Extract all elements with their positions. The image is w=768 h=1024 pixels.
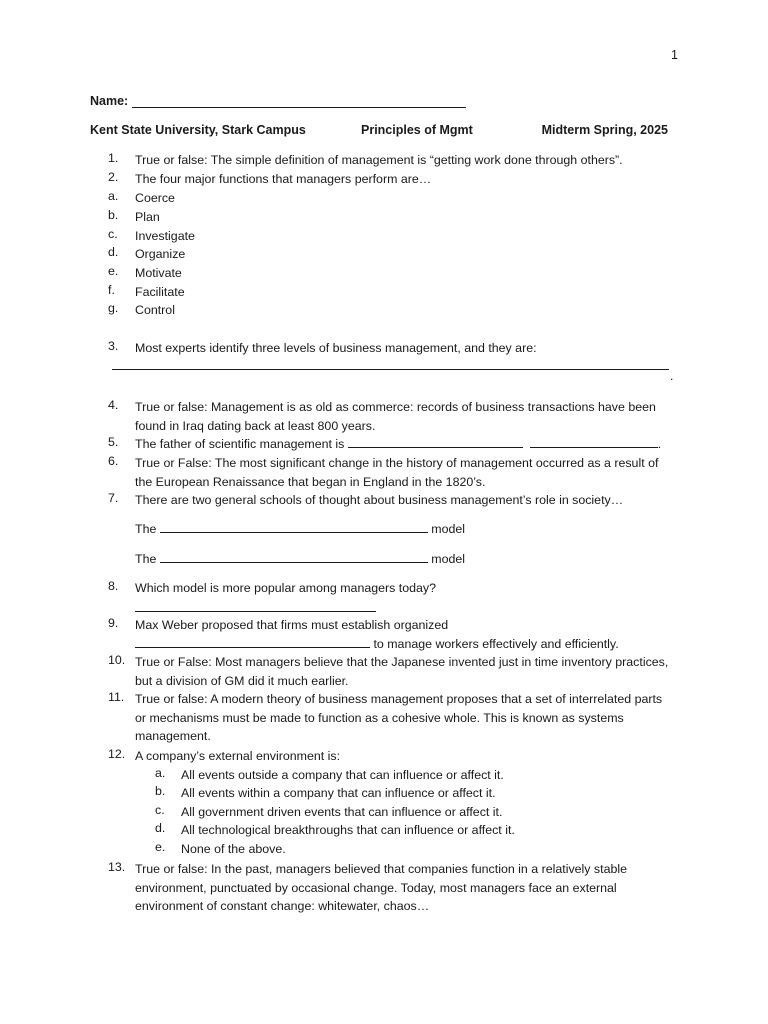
- question-text: True or false: In the past, managers believed that companies function in a relatively stable environment, punctuated by occasional change. Today, most managers face an external environment of constant change: whitewater, chaos…: [135, 862, 627, 913]
- option-letter: b.: [108, 208, 119, 222]
- question-number: 13.: [108, 860, 126, 874]
- question-number: 10.: [108, 653, 126, 667]
- option-text: All events within a company that can influence or affect it.: [181, 786, 496, 800]
- answer-blank-last[interactable]: [530, 435, 658, 448]
- model-blank[interactable]: [160, 520, 428, 533]
- model-line: The model: [135, 552, 466, 566]
- question-number: 2.: [108, 170, 119, 184]
- answer-blank-first[interactable]: [348, 435, 523, 448]
- question-number: 7.: [108, 491, 119, 505]
- option-text: Plan: [135, 210, 160, 224]
- question-text: True or False: Most managers believe that the Japanese invented just in time inventory practices, but a division of GM did it much earlier.: [135, 655, 669, 688]
- option-letter: a.: [155, 766, 166, 780]
- name-field: [90, 94, 466, 108]
- question-number: 3.: [108, 339, 119, 353]
- question-text: Which model is more popular among managers today?: [135, 581, 436, 595]
- page-number: 1: [671, 48, 678, 62]
- question-text: A company’s external environment is:: [135, 749, 341, 763]
- school-name: Kent State University, Stark Campus: [90, 123, 306, 137]
- question-text-lead: The father of scientific management is: [135, 437, 345, 451]
- option-letter: b.: [155, 784, 166, 798]
- option-letter: e.: [155, 840, 166, 854]
- exam-term: Midterm Spring, 2025: [541, 123, 668, 137]
- option-letter: d.: [108, 245, 119, 259]
- option-text: Control: [135, 303, 175, 317]
- answer-line[interactable]: [135, 611, 376, 612]
- option-text: Coerce: [135, 191, 175, 205]
- question-text-cont: to manage workers effectively and efficiently.: [135, 635, 675, 654]
- question-text: Most experts identify three levels of business management, and they are:: [135, 341, 537, 355]
- option-text: All events outside a company that can influence or affect it.: [181, 768, 504, 782]
- question-text: True or false: Management is as old as commerce: records of business transactions have been found in Iraq dating back at least 800 years.: [135, 400, 656, 433]
- name-blank[interactable]: [132, 94, 466, 108]
- answer-period: .: [670, 369, 674, 383]
- option-letter: a.: [108, 189, 119, 203]
- option-text: Motivate: [135, 266, 182, 280]
- question-number: 5.: [108, 435, 119, 449]
- question-number: 1.: [108, 151, 119, 165]
- question-text: Max Weber proposed that firms must establish organized: [135, 618, 449, 632]
- course-name: Principles of Mgmt: [361, 123, 473, 137]
- option-letter: c.: [108, 227, 118, 241]
- question-text: True or False: The most significant change in the history of management occurred as a result of the European Renaissance that began in England in the 1820’s.: [135, 456, 659, 489]
- question-text: True or false: A modern theory of business management proposes that a set of interrelated parts or mechanisms must be made to function as a cohesive whole. This is known as systems management.: [135, 692, 663, 743]
- option-text: All technological breakthroughs that can influence or affect it.: [181, 823, 515, 837]
- name-label: Name:: [90, 94, 129, 108]
- option-letter: e.: [108, 264, 119, 278]
- option-text: Investigate: [135, 229, 195, 243]
- answer-line[interactable]: [112, 369, 669, 370]
- question-number: 4.: [108, 398, 119, 412]
- option-text: All government driven events that can influence or affect it.: [181, 805, 503, 819]
- question-number: 9.: [108, 616, 119, 630]
- question-text: True or false: The simple definition of management is “getting work done through others”.: [135, 153, 623, 167]
- question-text: The father of scientific management is .: [135, 437, 662, 451]
- option-text: Facilitate: [135, 285, 185, 299]
- question-number: 6.: [108, 454, 119, 468]
- question-text: There are two general schools of thought about business management’s role in society…: [135, 493, 624, 507]
- option-text: Organize: [135, 247, 186, 261]
- question-number: 12.: [108, 747, 126, 761]
- exam-header: [90, 123, 668, 139]
- option-letter: d.: [155, 821, 166, 835]
- option-letter: f.: [108, 283, 115, 297]
- model-line: The model: [135, 522, 466, 536]
- option-letter: g.: [108, 301, 119, 315]
- question-text: The four major functions that managers perform are…: [135, 172, 432, 186]
- option-letter: c.: [155, 803, 165, 817]
- question-number: 11.: [108, 690, 125, 704]
- model-blank[interactable]: [160, 550, 428, 563]
- answer-blank[interactable]: [135, 635, 370, 648]
- question-number: 8.: [108, 579, 119, 593]
- option-text: None of the above.: [181, 842, 286, 856]
